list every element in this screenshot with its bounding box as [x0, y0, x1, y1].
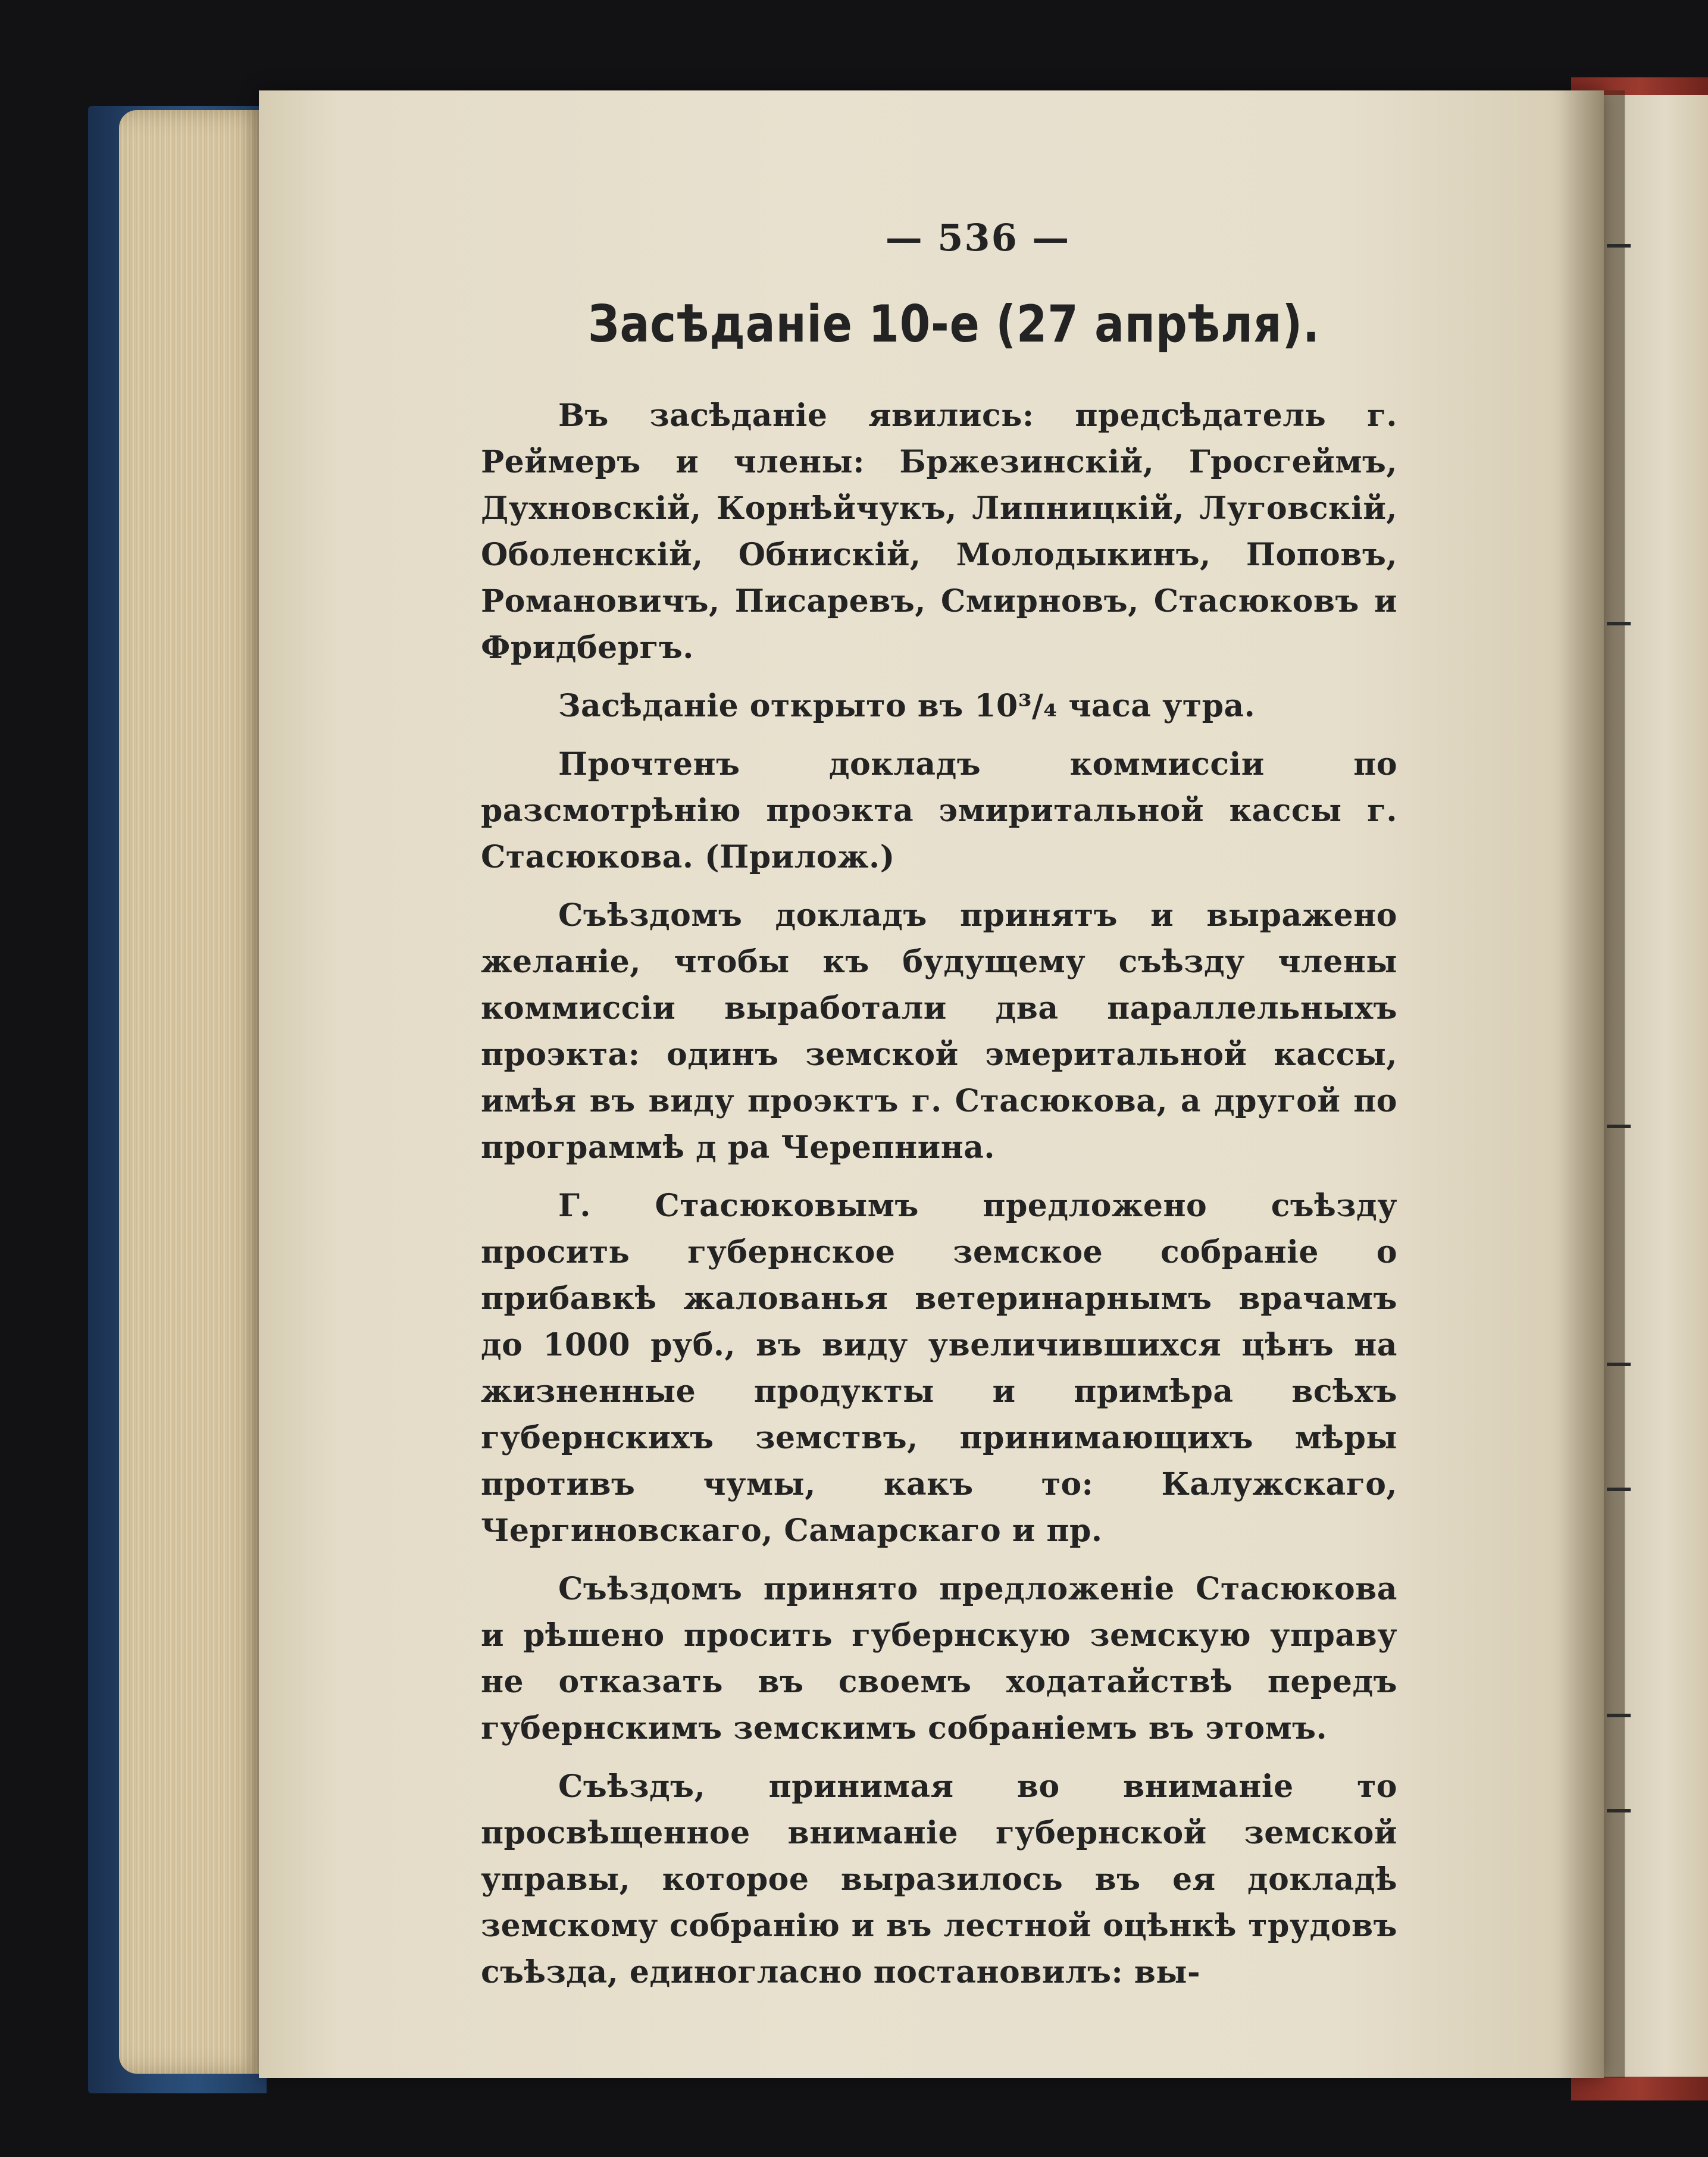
page-gutter	[1559, 90, 1625, 2078]
paragraph: Г. Стасюковымъ предложено съѣзду просить губернское земское собраніе о прибавкѣ жалованья ветеринарнымъ врачамъ до 1000 руб., въ виду увеличившихся цѣнъ на жизненные продукты и примѣра всѣхъ губернскихъ земствъ, принимающихъ мѣры противъ чумы, какъ то: Калужскаго, Чергиновскаго, Самарскаго и пр.	[481, 1188, 1397, 1549]
binding-thread	[1607, 1714, 1631, 1717]
page-edges	[119, 110, 265, 2074]
paragraph: Съѣздомъ принято предложеніе Стасюкова и рѣшено просить губернскую земскую управу не отказать въ своемъ ходатайствѣ передъ губернскимъ земскимъ собраніемъ въ этомъ.	[481, 1571, 1397, 1746]
binding-thread	[1607, 244, 1631, 248]
binding-thread	[1607, 622, 1631, 625]
paragraph: Засѣданіе открыто въ 10³/₄ часа утра.	[558, 688, 1256, 724]
binding-thread	[1607, 1488, 1631, 1491]
binding-thread	[1607, 1125, 1631, 1128]
paragraph: Съѣздъ, принимая во вниманіе то просвѣщенное вниманіе губернской земской управы, которое выразилось въ ея докладѣ земскому собранію и въ лестной оцѣнкѣ трудовъ съѣзда, единогласно постановилъ: вы-	[481, 1768, 1397, 1990]
page-text	[481, 214, 1397, 2008]
paragraph: Съѣздомъ докладъ принятъ и выражено желаніе, чтобы къ будущему съѣзду члены коммиссіи выработали два параллельныхъ проэкта: одинъ земской эмеритальной кассы, имѣя въ виду проэктъ г. Стасюкова, а другой по программѣ д ра Черепнина.	[481, 897, 1397, 1166]
session-heading: Засѣданіе 10-е (27 апрѣля).	[588, 295, 1320, 354]
binding-thread	[1607, 1809, 1631, 1812]
paragraph: Въ засѣданіе явились: предсѣдатель г. Реймеръ и члены: Бржезинскій, Гросгеймъ, Духновскій, Корнѣйчукъ, Липницкій, Луговскій, Оболенскій, Обнискій, Молодыкинъ, Поповъ, Романовичъ, Писаревъ, Смирновъ, Стасюковъ и Фридбергъ.	[481, 397, 1397, 666]
page-number: — 536 —	[885, 216, 1071, 259]
binding-thread	[1607, 1363, 1631, 1366]
paragraph: Прочтенъ докладъ коммиссіи по разсмотрѣнію проэкта эмиритальной кассы г. Стасюкова. (Прилож.)	[481, 746, 1397, 875]
